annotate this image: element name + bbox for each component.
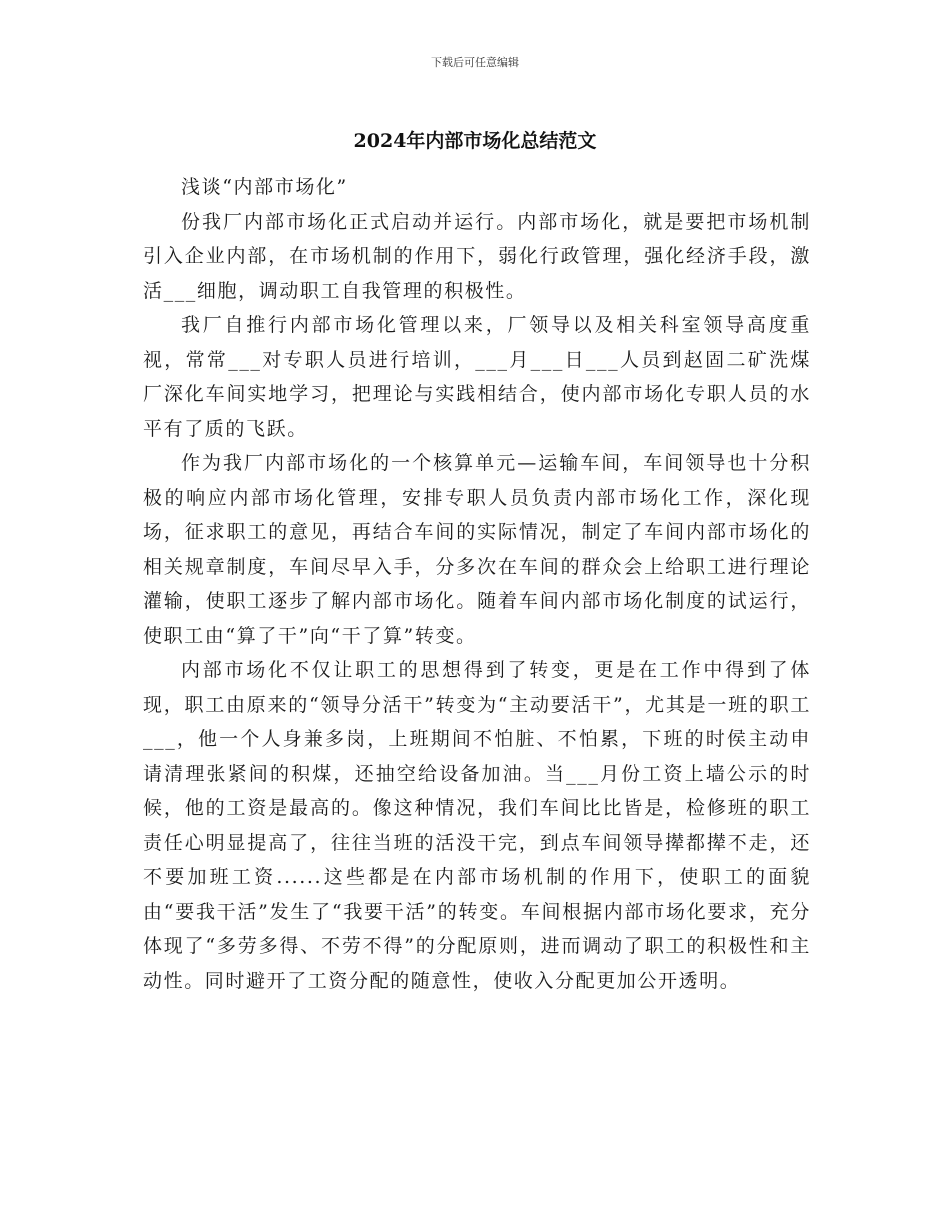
paragraph-transport-workshop: 作为我厂内部市场化的一个核算单元—运输车间，车间领导也十分积极的响应内部市场化管理，安排专职人员负责内部市场化工作，深化现场，征求职工的意见，再结合车间的实际情况，制定了车间内部市场化的相关规章制度，车间尽早入手，分多次在车间的群众会上给职工进行理论灌输，使职工逐步了解内部市场化。随着车间内部市场化制度的试运行，使职工由“算了干”向“干了算”转变。 [143,452,811,647]
paragraph-training: 我厂自推行内部市场化管理以来，厂领导以及相关科室领导高度重视，常常___对专职人员进行培训，___月___日___人员到赵固二矿洗煤厂深化车间实地学习，把理论与实践相结合，使内部市场化专职人员的水平有了质的飞跃。 [143,314,811,440]
document-body [143,170,811,998]
paragraph-intro: 份我厂内部市场化正式启动并运行。内部市场化，就是要把市场机制引入企业内部，在市场机制的作用下，弱化行政管理，强化经济手段，激活___细胞，调动职工自我管理的积极性。 [143,210,811,302]
page-header: 下载后可任意编辑 [431,56,519,69]
paragraph-subtitle: 浅谈“内部市场化” [181,176,348,198]
document-title: 2024年内部市场化总结范文 [353,130,597,152]
paragraph-results: 内部市场化不仅让职工的思想得到了转变，更是在工作中得到了体现，职工由原来的“领导分活干”转变为“主动要活干”，尤其是一班的职工___，他一个人身兼多岗，上班期间不怕脏、不怕累，下班的时侯主动申请清理张紧间的积煤，还抽空给设备加油。当___月份工资上墙公示的时候，他的工资是最高的。像这种情况，我们车间比比皆是，检修班的职工责任心明显提高了，往往当班的活没干完，到点车间领导撵都撵不走，还不要加班工资......这些都是在内部市场机制的作用下，使职工的面貌由“要我干活”发生了“我要干活”的转变。车间根据内部市场化要求，充分体现了“多劳多得、不劳不得”的分配原则，进而调动了职工的积极性和主动性。同时避开了工资分配的随意性，使收入分配更加公开透明。 [143,659,811,992]
